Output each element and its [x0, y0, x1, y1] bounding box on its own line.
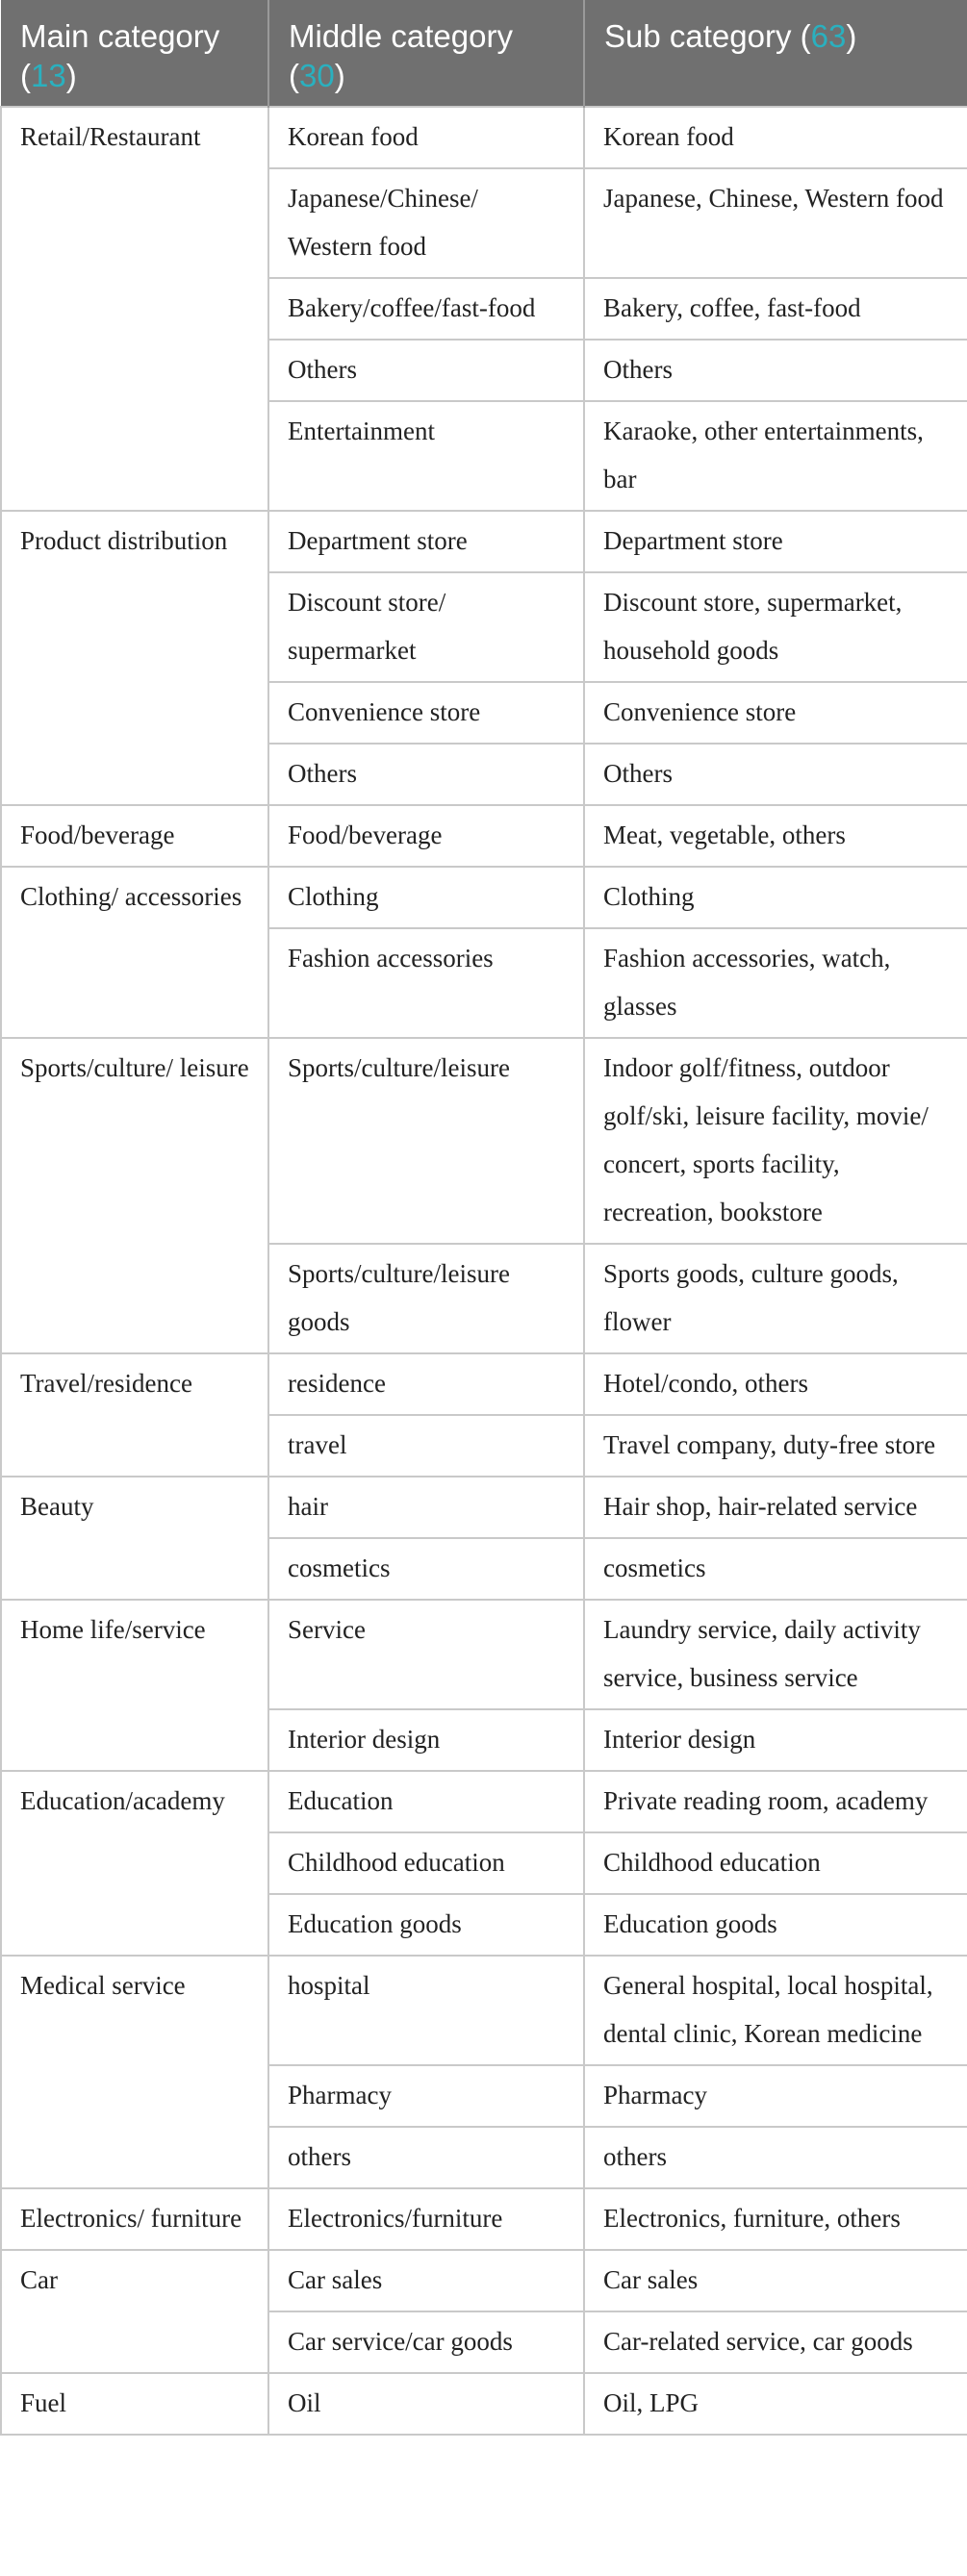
main-category-cell: Sports/culture/ leisure — [1, 1038, 268, 1353]
sub-category-cell: Oil, LPG — [584, 2373, 967, 2435]
sub-category-cell: Car sales — [584, 2250, 967, 2311]
middle-category-cell: Childhood education — [268, 1832, 584, 1894]
header-main-category: Main category (13) — [1, 0, 268, 107]
table-row — [1, 1600, 967, 1709]
sub-category-cell: Karaoke, other entertainments, bar — [584, 401, 967, 511]
header-sub-category: Sub category (63) — [584, 0, 967, 107]
middle-category-cell: cosmetics — [268, 1538, 584, 1600]
table-row — [1, 1477, 967, 1538]
middle-category-cell: Convenience store — [268, 682, 584, 744]
sub-category-cell: General hospital, local hospital, dental clinic, Korean medicine — [584, 1956, 967, 2065]
middle-category-cell: Fashion accessories — [268, 928, 584, 1038]
middle-category-cell: Bakery/coffee/fast-food — [268, 278, 584, 340]
sub-category-cell: Childhood education — [584, 1832, 967, 1894]
middle-category-cell: Interior design — [268, 1709, 584, 1771]
main-category-cell: Medical service — [1, 1956, 268, 2188]
middle-category-cell: Education goods — [268, 1894, 584, 1956]
main-category-cell: Fuel — [1, 2373, 268, 2435]
table-row — [1, 1956, 967, 2065]
main-category-cell: Product distribution — [1, 511, 268, 805]
sub-category-cell: Travel company, duty-free store — [584, 1415, 967, 1477]
middle-category-cell: residence — [268, 1353, 584, 1415]
sub-category-cell: Department store — [584, 511, 967, 572]
middle-category-cell: Department store — [268, 511, 584, 572]
middle-category-cell: hospital — [268, 1956, 584, 2065]
table-row — [1, 2373, 967, 2435]
sub-category-cell: Laundry service, daily activity service, business service — [584, 1600, 967, 1709]
sub-category-cell: Hotel/condo, others — [584, 1353, 967, 1415]
middle-category-cell: Clothing — [268, 867, 584, 928]
middle-category-cell: Oil — [268, 2373, 584, 2435]
middle-category-count: 30 — [299, 58, 335, 93]
sub-category-count: 63 — [810, 18, 847, 54]
sub-category-cell: Indoor golf/fitness, outdoor golf/ski, leisure facility, movie/ concert, sports facility, recreation, bookstore — [584, 1038, 967, 1244]
sub-category-cell: Convenience store — [584, 682, 967, 744]
table-row — [1, 511, 967, 572]
main-category-count: 13 — [31, 58, 66, 93]
table-row — [1, 1353, 967, 1415]
middle-category-cell: Others — [268, 744, 584, 805]
main-category-cell: Beauty — [1, 1477, 268, 1600]
middle-category-cell: Education — [268, 1771, 584, 1832]
middle-category-cell: Service — [268, 1600, 584, 1709]
sub-category-cell: Private reading room, academy — [584, 1771, 967, 1832]
sub-category-cell: Discount store, supermarket, household goods — [584, 572, 967, 682]
main-category-cell: Home life/service — [1, 1600, 268, 1771]
middle-category-cell: hair — [268, 1477, 584, 1538]
middle-category-cell: Pharmacy — [268, 2065, 584, 2127]
main-category-cell: Food/beverage — [1, 805, 268, 867]
middle-category-cell: Food/beverage — [268, 805, 584, 867]
main-category-cell: Retail/Restaurant — [1, 107, 268, 511]
sub-category-cell: Others — [584, 340, 967, 401]
sub-category-cell: Bakery, coffee, fast-food — [584, 278, 967, 340]
middle-category-cell: Sports/culture/leisure — [268, 1038, 584, 1244]
sub-category-cell: Pharmacy — [584, 2065, 967, 2127]
sub-category-cell: Meat, vegetable, others — [584, 805, 967, 867]
main-category-cell: Clothing/ accessories — [1, 867, 268, 1038]
main-category-cell: Travel/residence — [1, 1353, 268, 1477]
main-category-cell: Car — [1, 2250, 268, 2373]
table-header — [1, 0, 967, 107]
sub-category-cell: others — [584, 2127, 967, 2188]
table-row — [1, 2250, 967, 2311]
sub-category-cell: Sports goods, culture goods, flower — [584, 1244, 967, 1353]
middle-category-cell: Car service/car goods — [268, 2311, 584, 2373]
sub-category-cell: cosmetics — [584, 1538, 967, 1600]
middle-category-cell: Korean food — [268, 107, 584, 168]
sub-category-cell: Japanese, Chinese, Western food — [584, 168, 967, 278]
sub-category-cell: Car-related service, car goods — [584, 2311, 967, 2373]
header-row — [1, 0, 967, 107]
middle-category-cell: Car sales — [268, 2250, 584, 2311]
middle-category-cell: Discount store/ supermarket — [268, 572, 584, 682]
middle-category-cell: Sports/culture/leisure goods — [268, 1244, 584, 1353]
middle-category-cell: Entertainment — [268, 401, 584, 511]
sub-category-cell: Korean food — [584, 107, 967, 168]
table-body — [1, 107, 967, 2435]
middle-category-cell: Others — [268, 340, 584, 401]
main-category-cell: Electronics/ furniture — [1, 2188, 268, 2250]
middle-category-cell: others — [268, 2127, 584, 2188]
table-row — [1, 867, 967, 928]
table-row — [1, 805, 967, 867]
middle-category-cell: Japanese/Chinese/ Western food — [268, 168, 584, 278]
table-row — [1, 2188, 967, 2250]
sub-category-cell: Clothing — [584, 867, 967, 928]
sub-category-cell: Others — [584, 744, 967, 805]
middle-category-cell: travel — [268, 1415, 584, 1477]
sub-category-cell: Education goods — [584, 1894, 967, 1956]
sub-category-cell: Electronics, furniture, others — [584, 2188, 967, 2250]
table-row — [1, 1771, 967, 1832]
table-row — [1, 107, 967, 168]
sub-category-cell: Interior design — [584, 1709, 967, 1771]
table-row — [1, 1038, 967, 1244]
main-category-cell: Education/academy — [1, 1771, 268, 1956]
sub-category-cell: Fashion accessories, watch, glasses — [584, 928, 967, 1038]
sub-category-cell: Hair shop, hair-related service — [584, 1477, 967, 1538]
header-middle-category: Middle category (30) — [268, 0, 584, 107]
middle-category-cell: Electronics/furniture — [268, 2188, 584, 2250]
